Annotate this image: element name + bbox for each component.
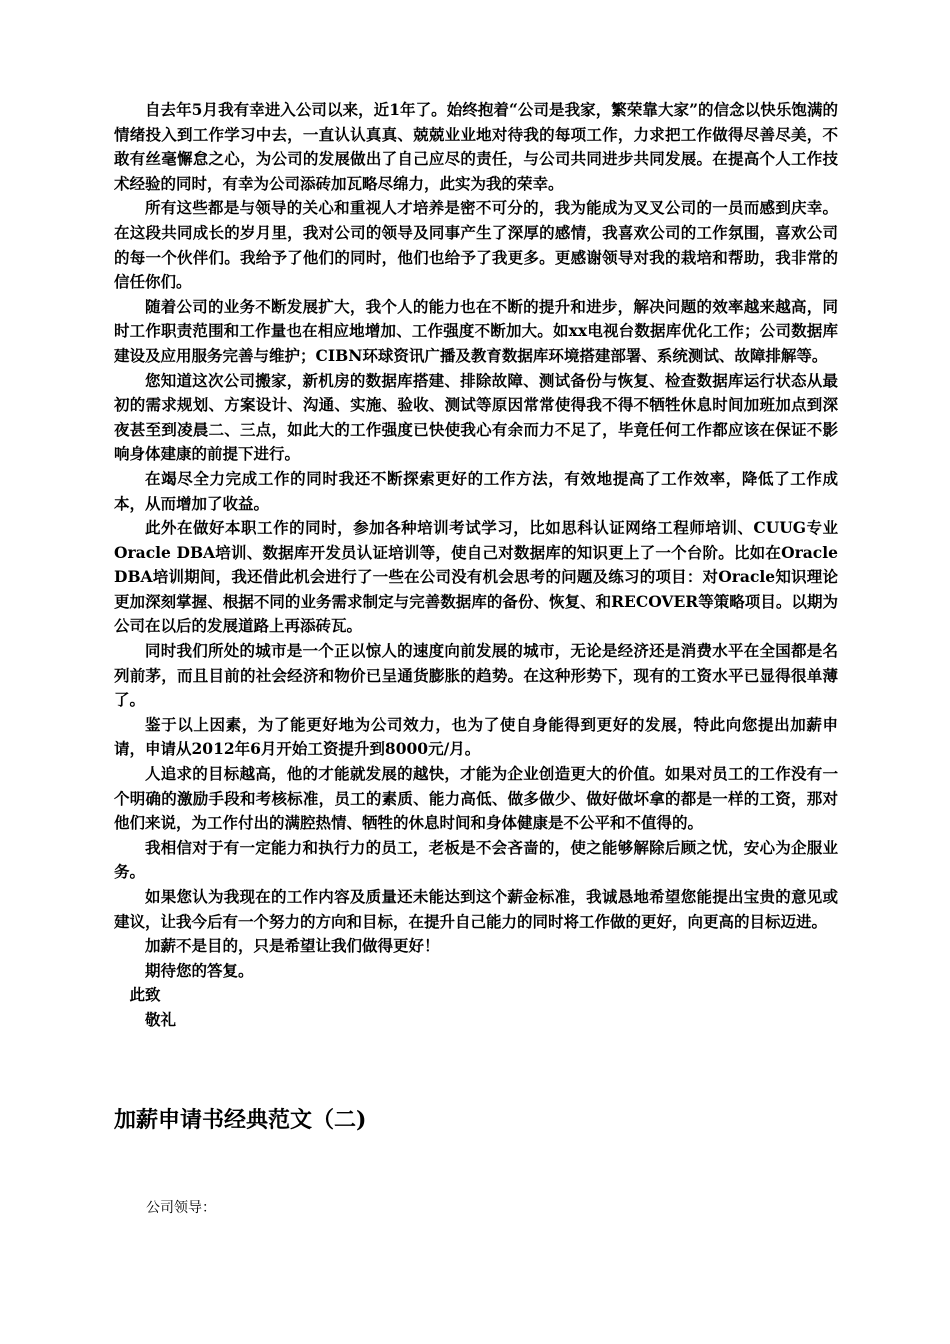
- closing-line: 加薪不是目的，只是希望让我们做得更好！: [145, 936, 440, 956]
- paragraph: 自去年5月我有幸进入公司以来，近1年了。始终抱着“公司是我家，繁荣靠大家”的信念以快乐饱满的情绪投入到工作学习中去，一直认认真真、兢兢业业地对待我的每项工作，力求把工作做得尽善尽美，不敢有丝毫懈怠之心，为公司的发展做出了自己应尽的责任，与公司共同进步共同发展。在提高个人工作技术经验的同时，有幸为公司添砖加瓦略尽绵力，此实为我的荣幸。: [114, 100, 838, 193]
- paragraph: 人追求的目标越高，他的才能就发展的越快，才能为企业创造更大的价值。如果对员工的工作没有一个明确的激励手段和考核标准，员工的素质、能力高低、做多做少、做好做坏拿的都是一样的工资，那对他们来说，为工作付出的满腔热情、牺牲的休息时间和身体健康是不公平和不值得的。: [114, 764, 838, 833]
- salutation-line: 此致: [129, 985, 161, 1005]
- paragraph: 所有这些都是与领导的关心和重视人才培养是密不可分的，我为能成为叉叉公司的一员而感到庆幸。在这段共同成长的岁月里，我对公司的领导及同事产生了深厚的感情，我喜欢公司的工作氛围，喜欢公司的每一个伙伴们。我给予了他们的同时，他们也给予了我更多。更感谢领导对我的栽培和帮助，我非常的信任你们。: [114, 198, 838, 292]
- paragraph: 随着公司的业务不断发展扩大，我个人的能力也在不断的提升和进步，解决问题的效率越来越高，同时工作职责范围和工作量也在相应地增加、工作强度不断加大。如xx电视台数据库优化工作；公司数据库建设及应用服务完善与维护；CIBN环球资讯广播及教育数据库环境搭建部署、系统测试、故障排解等。: [114, 296, 838, 365]
- salutation-line: 敬礼: [145, 1009, 177, 1029]
- paragraph: 在竭尽全力完成工作的同时我还不断探索更好的工作方法，有效地提高了工作效率，降低了工作成本，从而增加了收益。: [114, 468, 838, 513]
- closing-line: 期待您的答复。: [145, 960, 254, 980]
- letter-body: [114, 98, 838, 1033]
- paragraph: 您知道这次公司搬家，新机房的数据库搭建、排除故障、测试备份与恢复、检查数据库运行状态从最初的需求规划、方案设计、沟通、实施、验收、测试等原因常常使得我不得不牺牲休息时间加班加点到深夜甚至到凌晨二、三点，如此大的工作强度已快使我心有余而力不足了，毕竟任何工作都应该在保证不影响身体建康的前提下进行。: [114, 370, 838, 464]
- paragraph: 我相信对于有一定能力和执行力的员工，老板是不会吝啬的，使之能够解除后顾之忧，安心为企服业务。: [114, 837, 838, 882]
- paragraph: 此外在做好本职工作的同时，参加各种培训考试学习，比如思科认证网络工程师培训、CUUG专业Oracle DBA培训、数据库开发员认证培训等，使自己对数据库的知识更上了一个台阶。比如在Oracle DBA培训期间，我还借此机会进行了一些在公司没有机会思考的问题及练习的项目：对Oracle知识理论更加深刻掌握、根据不同的业务需求制定与完善数据库的备份、恢复、和RECOVER等策略项目。以期为公司在以后的发展道路上再添砖瓦。: [114, 518, 838, 636]
- section-heading: 加薪申请书经典范文（二): [114, 1107, 367, 1133]
- paragraph: 如果您认为我现在的工作内容及质量还未能达到这个薪金标准，我诚恳地希望您能提出宝贵的意见或建议，让我今后有一个努力的方向和目标，在提升自己能力的同时将工作做的更好，向更高的目标迈进。: [114, 887, 838, 931]
- addressee-line: 公司领导：: [146, 1200, 216, 1216]
- paragraph: 鉴于以上因素，为了能更好地为公司效力，也为了使自身能得到更好的发展，特此向您提出加薪申请，申请从2012年6月开始工资提升到8000元/月。: [114, 714, 838, 759]
- paragraph: 同时我们所处的城市是一个正以惊人的速度向前发展的城市，无论是经济还是消费水平在全国都是名列前茅，而且目前的社会经济和物价已呈通货膨胀的趋势。在这种形势下，现有的工资水平已显得很单薄了。: [114, 641, 838, 710]
